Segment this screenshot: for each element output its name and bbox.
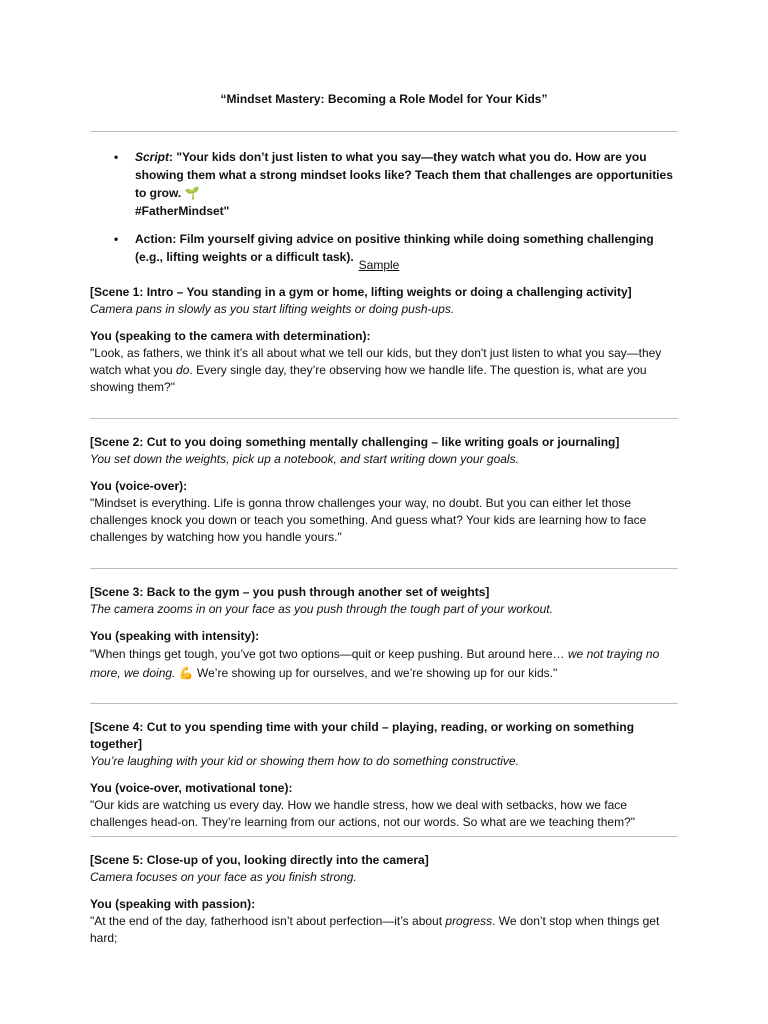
script-text: : "Your kids don’t just listen to what you say—they watch what you do. How are you showing them what a strong mindset looks like? Teach them that challenges are opportunities to grow. (135, 150, 673, 200)
dialogue: "Mindset is everything. Life is gonna throw challenges your way, no doubt. But you can either let those challenges knock you down or teach you something. And guess what? Your kids are learning how to face challenges by watching how you handle yours." (90, 496, 647, 544)
scene-direction: Camera focuses on your face as you finish strong. (90, 870, 357, 884)
speaker-label: You (speaking with intensity): (90, 629, 260, 643)
dialogue: "Look, as fathers, we think it’s all about what we tell our kids, but they don't just listen to what you say—they watch what you do. Every single day, they’re observing how we handle life. The question is, what are you showing them?" (90, 346, 662, 394)
scene-1 (90, 284, 678, 396)
script-hashtag: #FatherMindset" (135, 204, 230, 218)
bullet-script (90, 148, 678, 220)
divider (90, 703, 678, 704)
scene-heading: [Scene 3: Back to the gym – you push through another set of weights] (90, 585, 490, 599)
scene-heading: [Scene 1: Intro – You standing in a gym or home, lifting weights or doing a challenging activity] (90, 285, 632, 299)
scene-4 (90, 719, 678, 831)
speaker-label: You (voice-over, motivational tone): (90, 781, 293, 795)
scene-5 (90, 852, 678, 947)
speaker-label: You (speaking with passion): (90, 897, 256, 911)
dialogue: "When things get tough, you’ve got two options—quit or keep pushing. But around here… we not traying no more, we doing. 💪 We’re showing up for ourselves, and we’re showing up for our kids." (90, 645, 678, 683)
scene-heading: [Scene 5: Close-up of you, looking directly into the camera] (90, 853, 429, 867)
scene-direction: Camera pans in slowly as you start lifting weights or doing push-ups. (90, 302, 455, 316)
divider (90, 568, 678, 569)
script-label: Script (135, 150, 170, 164)
action-text: Action: Film yourself giving advice on positive thinking while doing something challenging (e.g., lifting weights or a difficult task). (135, 232, 654, 264)
bullet-list (90, 148, 678, 276)
dialogue: "Our kids are watching us every day. How we handle stress, how we deal with setbacks, how we face challenges head-on. They’re learning from our actions, not our words. So what are we teaching them?" (90, 798, 636, 829)
divider (90, 131, 678, 132)
document-title: “Mindset Mastery: Becoming a Role Model for Your Kids” (220, 92, 548, 106)
scene-2 (90, 434, 678, 546)
divider (90, 836, 678, 837)
scene-direction: The camera zooms in on your face as you push through the tough part of your workout. (90, 602, 553, 616)
speaker-label: You (voice-over): (90, 479, 188, 493)
scene-direction: You’re laughing with your kid or showing them how to do something constructive. (90, 754, 519, 768)
scene-direction: You set down the weights, pick up a notebook, and start writing down your goals. (90, 452, 519, 466)
bullet-dot: • (114, 150, 119, 164)
seedling-icon: 🌱 (184, 186, 200, 200)
speaker-label: You (speaking to the camera with determination): (90, 329, 371, 343)
bullet-dot: • (114, 232, 119, 246)
sample-heading: Sample (358, 258, 400, 272)
scene-heading: [Scene 2: Cut to you doing something mentally challenging – like writing goals or journaling] (90, 435, 620, 449)
dialogue: "At the end of the day, fatherhood isn’t about perfection—it’s about progress. We don’t stop when things get hard; (90, 914, 660, 945)
scene-heading: [Scene 4: Cut to you spending time with your child – playing, reading, or working on something together] (90, 720, 635, 751)
divider (90, 418, 678, 419)
flexed-biceps-icon: 💪 (178, 666, 194, 680)
scene-3 (90, 584, 678, 683)
document-page (90, 0, 678, 1024)
